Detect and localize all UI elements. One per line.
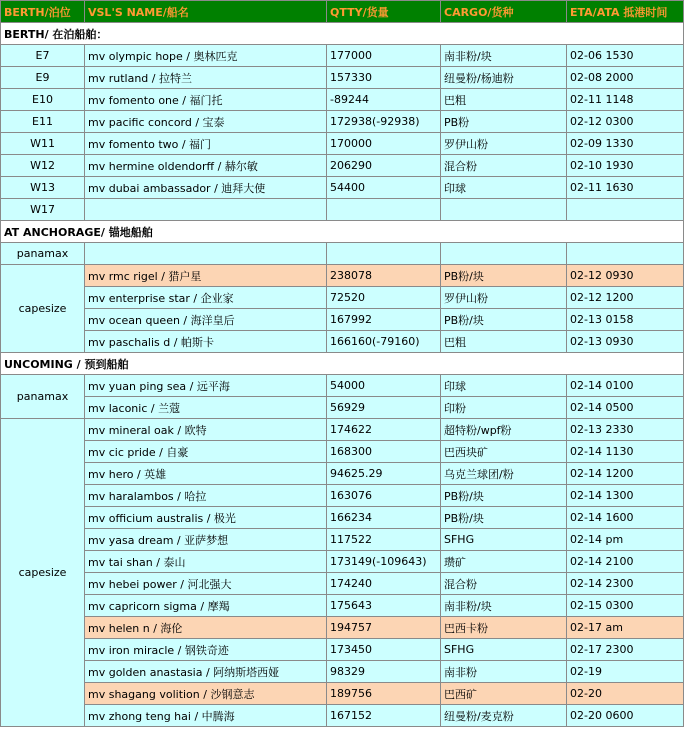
- eta-cell: 02-14 0500: [567, 397, 684, 419]
- vessel-cell: mv tai shan / 泰山: [85, 551, 327, 573]
- table-row: [1, 199, 684, 221]
- cargo-cell: SFHG: [441, 639, 567, 661]
- eta-cell: 02-14 2300: [567, 573, 684, 595]
- vessel-cell: mv fomento two / 福门: [85, 133, 327, 155]
- cargo-cell: 混合粉: [441, 573, 567, 595]
- vessel-cell: mv zhong teng hai / 中腾海: [85, 705, 327, 727]
- table-row: [1, 617, 684, 639]
- cargo-cell: 南非粉: [441, 661, 567, 683]
- cargo-cell: [441, 199, 567, 221]
- berth-cell: W17: [1, 199, 85, 221]
- berth-cell: W13: [1, 177, 85, 199]
- cargo-cell: 印粉: [441, 397, 567, 419]
- table-row: [1, 155, 684, 177]
- cargo-cell: [441, 243, 567, 265]
- vessel-cell: mv laconic / 兰蔻: [85, 397, 327, 419]
- eta-cell: 02-14 0100: [567, 375, 684, 397]
- eta-cell: 02-13 0930: [567, 331, 684, 353]
- header-vessel: VSL'S NAME/船名: [85, 1, 327, 23]
- qtty-cell: -89244: [327, 89, 441, 111]
- vessel-cell: mv hero / 英雄: [85, 463, 327, 485]
- cargo-cell: 纽曼粉/杨迪粉: [441, 67, 567, 89]
- qtty-cell: 189756: [327, 683, 441, 705]
- category-capesize: capesize: [1, 265, 85, 353]
- cargo-cell: 南非粉/块: [441, 595, 567, 617]
- cargo-cell: PB粉: [441, 111, 567, 133]
- berth-cell: E7: [1, 45, 85, 67]
- qtty-cell: 175643: [327, 595, 441, 617]
- vessel-cell: mv pacific concord / 宝泰: [85, 111, 327, 133]
- vessel-cell: mv hermine oldendorff / 赫尔敏: [85, 155, 327, 177]
- eta-cell: 02-17 am: [567, 617, 684, 639]
- table-row: [1, 287, 684, 309]
- header-eta: ETA/ATA 抵港时间: [567, 1, 684, 23]
- vessel-cell: mv golden anastasia / 阿纳斯塔西娅: [85, 661, 327, 683]
- qtty-cell: 167992: [327, 309, 441, 331]
- eta-cell: 02-20: [567, 683, 684, 705]
- cargo-cell: 纽曼粉/麦克粉: [441, 705, 567, 727]
- berth-cell: E9: [1, 67, 85, 89]
- qtty-cell: 177000: [327, 45, 441, 67]
- vessel-cell: mv paschalis d / 帕斯卡: [85, 331, 327, 353]
- section-anchorage: [1, 221, 684, 243]
- table-row: [1, 639, 684, 661]
- table-row: [1, 661, 684, 683]
- table-row: [1, 45, 684, 67]
- cargo-cell: 南非粉/块: [441, 45, 567, 67]
- eta-cell: 02-06 1530: [567, 45, 684, 67]
- eta-cell: 02-12 1200: [567, 287, 684, 309]
- qtty-cell: [327, 243, 441, 265]
- eta-cell: [567, 243, 684, 265]
- vessel-cell: mv olympic hope / 奥林匹克: [85, 45, 327, 67]
- cargo-cell: 巴粗: [441, 89, 567, 111]
- qtty-cell: 54000: [327, 375, 441, 397]
- table-row: [1, 595, 684, 617]
- berth-cell: E10: [1, 89, 85, 111]
- eta-cell: 02-14 pm: [567, 529, 684, 551]
- qtty-cell: 157330: [327, 67, 441, 89]
- qtty-cell: 56929: [327, 397, 441, 419]
- qtty-cell: 172938(-92938): [327, 111, 441, 133]
- table-row: [1, 683, 684, 705]
- table-row: [1, 243, 684, 265]
- eta-cell: 02-08 2000: [567, 67, 684, 89]
- vessel-cell: mv iron miracle / 钢铁奇迹: [85, 639, 327, 661]
- category-capesize: capesize: [1, 419, 85, 727]
- vessel-cell: mv officium australis / 极光: [85, 507, 327, 529]
- table-row: [1, 419, 684, 441]
- qtty-cell: 173149(-109643): [327, 551, 441, 573]
- table-row: [1, 463, 684, 485]
- cargo-cell: 乌克兰球团/粉: [441, 463, 567, 485]
- qtty-cell: [327, 199, 441, 221]
- eta-cell: 02-11 1630: [567, 177, 684, 199]
- vessel-cell: mv rutland / 拉特兰: [85, 67, 327, 89]
- table-row: [1, 265, 684, 287]
- eta-cell: 02-17 2300: [567, 639, 684, 661]
- cargo-cell: SFHG: [441, 529, 567, 551]
- table-row: [1, 331, 684, 353]
- table-row: [1, 441, 684, 463]
- table-row: [1, 111, 684, 133]
- qtty-cell: 72520: [327, 287, 441, 309]
- qtty-cell: 194757: [327, 617, 441, 639]
- qtty-cell: 174240: [327, 573, 441, 595]
- vessel-cell: mv dubai ambassador / 迪拜大使: [85, 177, 327, 199]
- cargo-cell: PB粉/块: [441, 309, 567, 331]
- cargo-cell: 印球: [441, 177, 567, 199]
- table-row: [1, 397, 684, 419]
- qtty-cell: 170000: [327, 133, 441, 155]
- cargo-cell: 巴西矿: [441, 683, 567, 705]
- cargo-cell: 巴西卡粉: [441, 617, 567, 639]
- vessel-cell: mv yuan ping sea / 远平海: [85, 375, 327, 397]
- table-row: [1, 177, 684, 199]
- cargo-cell: 罗伊山粉: [441, 287, 567, 309]
- table-row: [1, 89, 684, 111]
- table-row: [1, 551, 684, 573]
- section-anchorage-label: AT ANCHORAGE/ 锚地船舶: [1, 221, 684, 243]
- section-berth: [1, 23, 684, 45]
- berth-cell: E11: [1, 111, 85, 133]
- vessel-cell: mv fomento one / 福门托: [85, 89, 327, 111]
- eta-cell: 02-09 1330: [567, 133, 684, 155]
- table-row: [1, 507, 684, 529]
- eta-cell: 02-11 1148: [567, 89, 684, 111]
- eta-cell: 02-14 1130: [567, 441, 684, 463]
- vessel-cell: mv haralambos / 哈拉: [85, 485, 327, 507]
- eta-cell: 02-12 0930: [567, 265, 684, 287]
- table-row: [1, 485, 684, 507]
- qtty-cell: 94625.29: [327, 463, 441, 485]
- header-berth: BERTH/泊位: [1, 1, 85, 23]
- cargo-cell: PB粉/块: [441, 507, 567, 529]
- vessel-cell: mv yasa dream / 亚萨梦想: [85, 529, 327, 551]
- qtty-cell: 174622: [327, 419, 441, 441]
- vessel-cell: mv shagang volition / 沙钢意志: [85, 683, 327, 705]
- vessel-cell: [85, 243, 327, 265]
- cargo-cell: 超特粉/wpf粉: [441, 419, 567, 441]
- table-row: [1, 309, 684, 331]
- eta-cell: 02-12 0300: [567, 111, 684, 133]
- cargo-cell: 巴西块矿: [441, 441, 567, 463]
- table-row: [1, 67, 684, 89]
- qtty-cell: 166160(-79160): [327, 331, 441, 353]
- section-berth-label: BERTH/ 在泊船舶：: [1, 23, 684, 45]
- eta-cell: 02-19: [567, 661, 684, 683]
- eta-cell: 02-14 2100: [567, 551, 684, 573]
- vessel-cell: mv helen n / 海伦: [85, 617, 327, 639]
- cargo-cell: PB粉/块: [441, 265, 567, 287]
- eta-cell: 02-14 1600: [567, 507, 684, 529]
- eta-cell: 02-13 0158: [567, 309, 684, 331]
- eta-cell: 02-15 0300: [567, 595, 684, 617]
- qtty-cell: 54400: [327, 177, 441, 199]
- category-panamax: panamax: [1, 243, 85, 265]
- vessel-cell: mv ocean queen / 海洋皇后: [85, 309, 327, 331]
- table-row: [1, 133, 684, 155]
- cargo-cell: 罗伊山粉: [441, 133, 567, 155]
- header-qtty: QTTY/货量: [327, 1, 441, 23]
- table-row: [1, 375, 684, 397]
- vessel-cell: mv rmc rigel / 猎户星: [85, 265, 327, 287]
- eta-cell: 02-14 1200: [567, 463, 684, 485]
- header-row: [1, 1, 684, 23]
- qtty-cell: 117522: [327, 529, 441, 551]
- cargo-cell: 印球: [441, 375, 567, 397]
- category-panamax: panamax: [1, 375, 85, 419]
- cargo-cell: 巴粗: [441, 331, 567, 353]
- vessel-cell: mv cic pride / 自豪: [85, 441, 327, 463]
- vessel-cell: mv enterprise star / 企业家: [85, 287, 327, 309]
- qtty-cell: 206290: [327, 155, 441, 177]
- qtty-cell: 98329: [327, 661, 441, 683]
- cargo-cell: 混合粉: [441, 155, 567, 177]
- berth-cell: W12: [1, 155, 85, 177]
- eta-cell: 02-10 1930: [567, 155, 684, 177]
- vessel-cell: [85, 199, 327, 221]
- qtty-cell: 163076: [327, 485, 441, 507]
- header-cargo: CARGO/货种: [441, 1, 567, 23]
- eta-cell: [567, 199, 684, 221]
- qtty-cell: 173450: [327, 639, 441, 661]
- eta-cell: 02-20 0600: [567, 705, 684, 727]
- vessel-cell: mv capricorn sigma / 摩羯: [85, 595, 327, 617]
- table-row: [1, 573, 684, 595]
- qtty-cell: 167152: [327, 705, 441, 727]
- section-incoming: [1, 353, 684, 375]
- cargo-cell: 瓒矿: [441, 551, 567, 573]
- vessel-cell: mv hebei power / 河北强大: [85, 573, 327, 595]
- qtty-cell: 166234: [327, 507, 441, 529]
- table-row: [1, 705, 684, 727]
- section-incoming-label: UNCOMING / 预到船舶: [1, 353, 684, 375]
- qtty-cell: 238078: [327, 265, 441, 287]
- cargo-cell: PB粉/块: [441, 485, 567, 507]
- qtty-cell: 168300: [327, 441, 441, 463]
- eta-cell: 02-14 1300: [567, 485, 684, 507]
- table-row: [1, 529, 684, 551]
- eta-cell: 02-13 2330: [567, 419, 684, 441]
- vessel-cell: mv mineral oak / 欧特: [85, 419, 327, 441]
- berth-cell: W11: [1, 133, 85, 155]
